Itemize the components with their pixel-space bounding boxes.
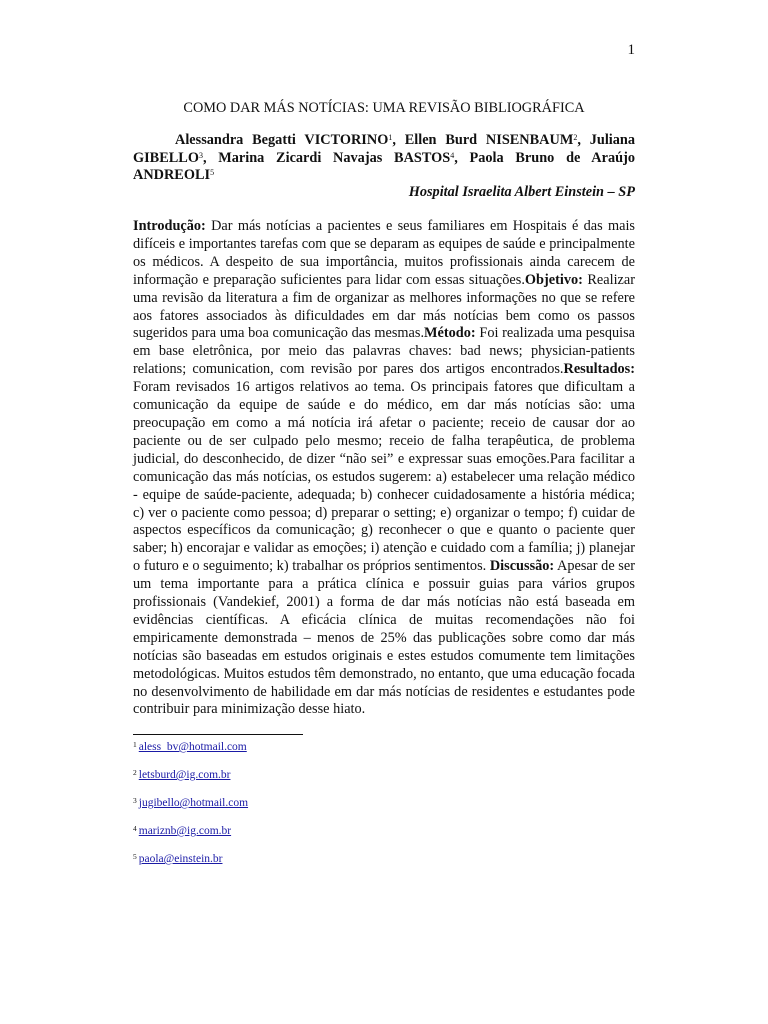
section-text: Dar más notícias a pacientes e seus familiares em Hospitais é das mais difíceis e importantes tarefas com que se deparam as equipes de saúde e principalmente os médicos. A despeito de sua importância, muitos profissionais ainda carecem de informação e preparação suficientes para lidar com essas situações. <box>133 218 635 288</box>
section-label: Método: <box>424 325 476 342</box>
author-footnote-mark: 2 <box>573 133 578 142</box>
document-title: COMO DAR MÁS NOTÍCIAS: UMA REVISÃO BIBLIOGRÁFICA <box>183 100 585 116</box>
footnote-mark: 2 <box>133 768 137 777</box>
footnote-divider <box>133 734 303 735</box>
footnote-mark: 3 <box>133 796 137 805</box>
section-label: Discussão: <box>489 558 555 575</box>
section-text: Foi realizada uma pesquisa em base eletrônica, por meio das palavras chaves: bad news; physician-patients relations; comunication, com revisão por pares dos artigos encontrados. <box>133 325 635 378</box>
footnote-item <box>133 739 533 767</box>
footnote-email-link[interactable]: letsburd@ig.com.br <box>138 769 231 781</box>
page-number: 1 <box>627 42 635 58</box>
footnote-email-link[interactable]: mariznb@ig.com.br <box>138 825 232 837</box>
author-footnote-mark: 5 <box>210 168 215 177</box>
footnote-email-link[interactable]: aless_bv@hotmail.com <box>138 741 247 753</box>
footnote-mark: 1 <box>133 740 137 749</box>
footnote-item <box>133 767 533 795</box>
institution: Hospital Israelita Albert Einstein – SP <box>408 184 635 200</box>
footnote-email-link[interactable]: paola@einstein.br <box>138 853 223 865</box>
author-name: Juliana GIBELLO <box>133 132 636 166</box>
section-text: Foram revisados 16 artigos relativos ao tema. Os principais fatores que dificultam a comunicação da equipe de saúde e do médico, em dar más notícias são: uma preocupação em como a má notícia irá afetar o paciente; receio de causar dor ao paciente ou de ser culpado pelo mesmo; receio de falha terapêutica, de problema judicial, do desconhecido, de dizer “não sei” e expressar suas emoções.Para facilitar a comunicação das más notícias, os estudos sugerem: a) estabelecer uma relação médico - equipe de saúde-paciente, adequada; b) conhecer cuidadosamente a história médica; c) ver o paciente como pessoa; d) preparar o setting; e) organizar o tempo; f) cuidar de aspectos específicos da comunicação; g) reconhecer o que e quanto o paciente quer saber; h) encorajar e validar as emoções; i) atenção e cuidado com a família; j) planejar o futuro e o seguimento; k) trabalhar os próprios sentimentos. <box>133 379 635 575</box>
author-footnote-mark: 3 <box>198 150 203 160</box>
section-text: Apesar de ser um tema importante para a prática clínica e possuir guias para vários grupos profissionais (Vandekief, 2001) a forma de dar más notícias não está baseada em evidências científicas. A eficácia clínica de muitas recomendações não foi empiricamente demonstrada – menos de 25% das publicações sobre como dar más notícias são baseadas em estudos originais e estes estudos comumente tem limitações metodológicas. Muitos estudos têm demonstrado, no entanto, que uma educação focada no desenvolvimento de habilidade em dar más notícias de residentes e estudantes pode contribuir para minimização desse hiato. <box>133 558 635 718</box>
footnote-item <box>133 795 533 823</box>
author-footnote-mark: 4 <box>450 150 455 160</box>
author-list: Alessandra Begatti VICTORINO$^1$, Ellen Burd NISENBAUM$^2$, Juliana GIBELLO$^3$, Marina Zicardi Navajas BASTOS$^4$, Paola Bruno de Araújo ANDREOLI$^5$ <box>133 132 636 183</box>
footnotes <box>133 739 533 879</box>
abstract-body <box>133 218 635 719</box>
footnote-mark: 4 <box>133 824 137 833</box>
section-label: Objetivo: <box>524 271 583 288</box>
author-footnote-mark: 1 <box>388 133 393 142</box>
author-name: Alessandra Begatti VICTORINO <box>175 132 389 148</box>
author-name: Marina Zicardi Navajas BASTOS <box>218 149 451 166</box>
footnote-item <box>133 823 533 851</box>
footnote-item <box>133 851 533 879</box>
section-label: Introdução: <box>133 218 206 234</box>
section-text: Realizar uma revisão da literatura a fim de organizar as melhores informações no que se refere aos fatores associados às dificuldades em dar más notícias bem como os passos sugeridos para uma boa comunicação das mesmas. <box>133 271 635 342</box>
footnote-email-link[interactable]: jugibello@hotmail.com <box>138 797 249 809</box>
footnote-mark: 5 <box>133 852 137 861</box>
section-label: Resultados: <box>563 361 635 378</box>
author-name: Paola Bruno de Araújo ANDREOLI <box>133 149 635 183</box>
author-name: Ellen Burd NISENBAUM <box>404 132 574 148</box>
